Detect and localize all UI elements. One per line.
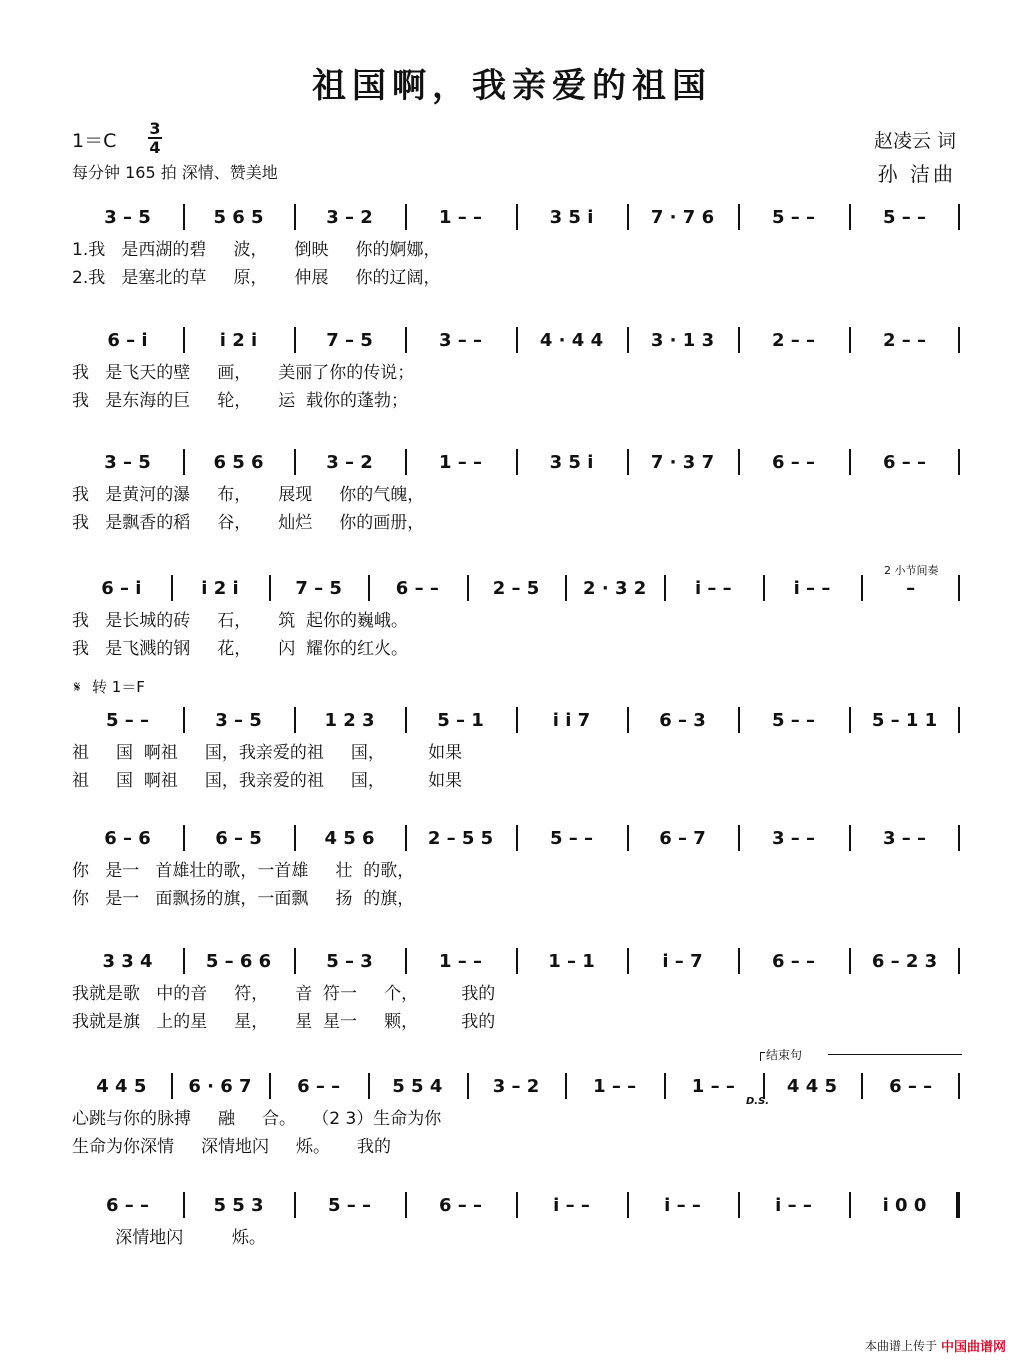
bar-line — [405, 948, 407, 974]
bar-line — [183, 825, 185, 851]
bar-line — [516, 327, 518, 353]
measure: 4 4 5 — [786, 1075, 838, 1097]
measure: i i 7 — [552, 709, 591, 731]
bar-line — [405, 204, 407, 230]
lyric-line: 我就是旗 上的星 星， 星 星一 颗， 我的 — [72, 1012, 496, 1032]
measure: 3 – 2 — [326, 206, 373, 228]
measure: 1 – – — [691, 1075, 735, 1097]
bar-line — [627, 1192, 629, 1218]
bar-line — [405, 825, 407, 851]
bar-line — [849, 1192, 851, 1218]
tempo-marking: 每分钟 165 拍 深情、赞美地 — [72, 163, 278, 182]
bar-line — [516, 449, 518, 475]
bar-line — [368, 575, 370, 601]
measure: i – – — [775, 1194, 812, 1216]
page-title: 祖国啊，我亲爱的祖国 — [312, 66, 712, 106]
measure: 7 · 7 6 — [650, 206, 715, 228]
bar-line — [516, 948, 518, 974]
bar-line — [627, 449, 629, 475]
bar-line — [183, 204, 185, 230]
bar-line — [738, 948, 740, 974]
bar-line — [171, 575, 173, 601]
measure: 6 – – — [438, 1194, 483, 1216]
measure: i – – — [664, 1194, 701, 1216]
measure: 6 – 6 — [104, 827, 151, 849]
bar-line — [627, 825, 629, 851]
site-logo: 中国曲谱网 — [940, 1340, 1006, 1355]
bar-line — [405, 707, 407, 733]
bar-line — [294, 707, 296, 733]
bar-line — [664, 1073, 666, 1099]
measure: 6 5 6 — [213, 451, 264, 473]
bar-line — [738, 707, 740, 733]
measure: – — [906, 577, 916, 599]
measure: 6 · 6 7 — [188, 1075, 252, 1097]
bar-line-end — [956, 1192, 960, 1218]
measure: i – 7 — [662, 950, 703, 972]
lyric-line: 我就是歌 中的音 符， 音 符一 个， 我的 — [72, 984, 496, 1004]
ending-bracket-line — [828, 1054, 962, 1055]
time-signature-top: 3 — [149, 119, 161, 138]
bar-line — [467, 575, 469, 601]
measure: 6 – 5 — [215, 827, 262, 849]
bar-line — [849, 825, 851, 851]
measure: 6 – – — [395, 577, 439, 599]
measure: 6 – i — [107, 329, 148, 351]
measure: 2 – – — [882, 329, 927, 351]
bar-line — [294, 825, 296, 851]
measure: 7 – 5 — [326, 329, 373, 351]
lyric-line: 你 是一 首雄壮的歌，一首雄 壮 的歌， — [72, 861, 415, 881]
bar-line — [565, 1073, 567, 1099]
measure: 5 – – — [882, 206, 927, 228]
measure: 1 – – — [438, 451, 483, 473]
bar-line — [627, 204, 629, 230]
key-signature: 1＝C — [72, 130, 117, 152]
measure: 3 – 5 — [104, 451, 151, 473]
bar-line — [183, 449, 185, 475]
bar-line — [183, 1192, 185, 1218]
lyric-line: 我 是飘香的稻 谷， 灿烂 你的画册， — [72, 513, 425, 533]
bar-line — [738, 327, 740, 353]
lyric-line: 我 是飞溅的钢 花， 闪 耀你的红火。 — [72, 639, 409, 659]
bar-line — [516, 825, 518, 851]
bar-line — [294, 327, 296, 353]
notation-system — [72, 202, 960, 232]
measure: i – – — [553, 1194, 590, 1216]
measure: 2 – 5 5 — [427, 827, 494, 849]
bar-line — [405, 1192, 407, 1218]
bar-line — [627, 327, 629, 353]
measure: 7 · 3 7 — [650, 451, 715, 473]
measure: 6 – 2 3 — [871, 950, 938, 972]
bar-line — [627, 948, 629, 974]
ending-label: 结束句 — [766, 1048, 803, 1062]
lyric-line: 我 是东海的巨 轮， 运 载你的蓬勃； — [72, 391, 409, 411]
bar-line — [294, 948, 296, 974]
lyric-line: 我 是飞天的壁 画， 美丽了你的传说； — [72, 363, 415, 383]
measure: 5 – – — [771, 206, 816, 228]
measure: i 0 0 — [882, 1194, 927, 1216]
bar-line — [738, 1192, 740, 1218]
measure: 6 – 3 — [659, 709, 706, 731]
lyric-line: 我 是长城的砖 石， 筑 起你的巍峨。 — [72, 611, 409, 631]
footer-text: 本曲谱上传于 — [864, 1339, 937, 1353]
measure: 5 – – — [105, 709, 150, 731]
bar-line — [183, 948, 185, 974]
measure: 6 – – — [771, 451, 816, 473]
bar-line-end — [958, 204, 960, 230]
bar-line — [294, 449, 296, 475]
measure: 6 – – — [771, 950, 816, 972]
measure: 6 – – — [889, 1075, 933, 1097]
footer — [865, 1336, 1006, 1355]
measure: 6 – – — [882, 451, 927, 473]
measure: 2 – – — [771, 329, 816, 351]
bar-line — [738, 825, 740, 851]
bar-line — [171, 1073, 173, 1099]
measure: 3 – – — [438, 329, 483, 351]
bar-line — [405, 449, 407, 475]
measure: 3 – 5 — [104, 206, 151, 228]
bar-line — [849, 327, 851, 353]
bar-line — [269, 1073, 271, 1099]
measure: 5 5 3 — [213, 1194, 264, 1216]
measure: 5 – 6 6 — [205, 950, 272, 972]
bar-line — [738, 204, 740, 230]
lyricist-credit: 赵凌云 词 — [873, 130, 956, 152]
bar-line — [405, 327, 407, 353]
measure: 5 – – — [549, 827, 594, 849]
bar-line — [738, 449, 740, 475]
lyric-line: 你 是一 面飘扬的旗，一面飘 扬 的旗， — [72, 889, 415, 909]
ds-marking: D.S. — [746, 1096, 770, 1107]
lyric-line: 祖 国 啊祖 国，我亲爱的祖 国， 如果 — [72, 771, 463, 791]
measure: 3 – 5 — [215, 709, 262, 731]
measure: 7 – 5 — [295, 577, 342, 599]
lyric-line: 生命为你深情 深情地闪 烁。 我的 — [72, 1137, 392, 1157]
measure: 6 – – — [297, 1075, 341, 1097]
notation-system — [72, 705, 960, 735]
bar-line-end — [958, 825, 960, 851]
time-signature-bottom: 4 — [149, 138, 161, 157]
bar-line-end — [958, 575, 960, 601]
interlude-label: 2 小节间奏 — [884, 564, 939, 577]
time-signature — [148, 120, 162, 156]
measure: 3 3 4 — [102, 950, 153, 972]
measure: 5 6 5 — [213, 206, 264, 228]
notation-system — [72, 1190, 960, 1220]
bar-line — [516, 204, 518, 230]
bar-line — [849, 204, 851, 230]
measure: 3 – – — [771, 827, 816, 849]
lyric-line: 2.我 是塞北的草 原， 伸展 你的辽阔， — [72, 268, 441, 288]
measure: i 2 i — [201, 577, 239, 599]
measure: 1 2 3 — [324, 709, 375, 731]
measure: i – – — [694, 577, 732, 599]
bar-line — [664, 575, 666, 601]
measure: 1 – – — [438, 206, 483, 228]
bar-line-end — [958, 707, 960, 733]
bar-line — [183, 707, 185, 733]
bar-line-end — [958, 449, 960, 475]
bar-line — [516, 707, 518, 733]
modulation-marking: 转 1＝F — [92, 678, 145, 696]
measure: i 2 i — [219, 329, 258, 351]
measure: 4 4 5 — [96, 1075, 147, 1097]
notation-system — [72, 447, 960, 477]
bar-line — [516, 1192, 518, 1218]
measure: 6 – – — [105, 1194, 150, 1216]
bar-line-end — [958, 948, 960, 974]
measure: 4 5 6 — [324, 827, 375, 849]
bar-line — [849, 707, 851, 733]
notation-system — [72, 325, 960, 355]
bar-line — [849, 449, 851, 475]
bar-line — [467, 1073, 469, 1099]
bar-line — [294, 1192, 296, 1218]
measure: 3 – 2 — [326, 451, 373, 473]
bar-line — [368, 1073, 370, 1099]
lyric-line: 祖 国 啊祖 国，我亲爱的祖 国， 如果 — [72, 743, 463, 763]
measure: 1 – 1 — [548, 950, 595, 972]
measure: 6 – 7 — [659, 827, 706, 849]
lyric-line: 心跳与你的脉搏 融 合。 （2 3）生命为你 — [72, 1109, 442, 1129]
measure: 3 5 i — [549, 206, 594, 228]
ending-bracket-start — [760, 1052, 765, 1061]
notation-system — [72, 1071, 960, 1101]
measure: 1 – – — [438, 950, 483, 972]
segno-sign: 𝄋 — [74, 678, 81, 696]
measure: 3 – – — [882, 827, 927, 849]
bar-line — [565, 575, 567, 601]
measure: 5 – – — [771, 709, 816, 731]
measure: 3 5 i — [549, 451, 594, 473]
bar-line — [763, 575, 765, 601]
measure: 6 – i — [101, 577, 142, 599]
bar-line — [861, 1073, 863, 1099]
bar-line — [627, 707, 629, 733]
bar-line — [861, 575, 863, 601]
composer-credit: 孙 洁曲 — [877, 162, 956, 186]
measure: 5 – – — [327, 1194, 372, 1216]
measure: 3 – 2 — [492, 1075, 540, 1097]
measure: 1 – – — [593, 1075, 637, 1097]
measure: 5 – 1 1 — [871, 709, 938, 731]
measure: 2 · 3 2 — [583, 577, 647, 599]
notation-system — [72, 823, 960, 853]
notation-system — [72, 946, 960, 976]
lyric-line: 深情地闪 烁。 — [72, 1228, 266, 1248]
measure: 5 5 4 — [392, 1075, 443, 1097]
bar-line-end — [958, 1073, 960, 1099]
bar-line-end — [958, 327, 960, 353]
measure: 4 · 4 4 — [539, 329, 604, 351]
measure: 5 – 3 — [326, 950, 373, 972]
measure: 3 · 1 3 — [650, 329, 715, 351]
bar-line — [183, 327, 185, 353]
measure: 2 – 5 — [492, 577, 540, 599]
bar-line — [849, 948, 851, 974]
notation-system — [72, 573, 960, 603]
bar-line — [294, 204, 296, 230]
measure: 5 – 1 — [437, 709, 484, 731]
bar-line — [269, 575, 271, 601]
lyric-line: 1.我 是西湖的碧 波， 倒映 你的婀娜， — [72, 240, 441, 260]
measure: i – – — [793, 577, 831, 599]
lyric-line: 我 是黄河的瀑 布， 展现 你的气魄， — [72, 485, 425, 505]
